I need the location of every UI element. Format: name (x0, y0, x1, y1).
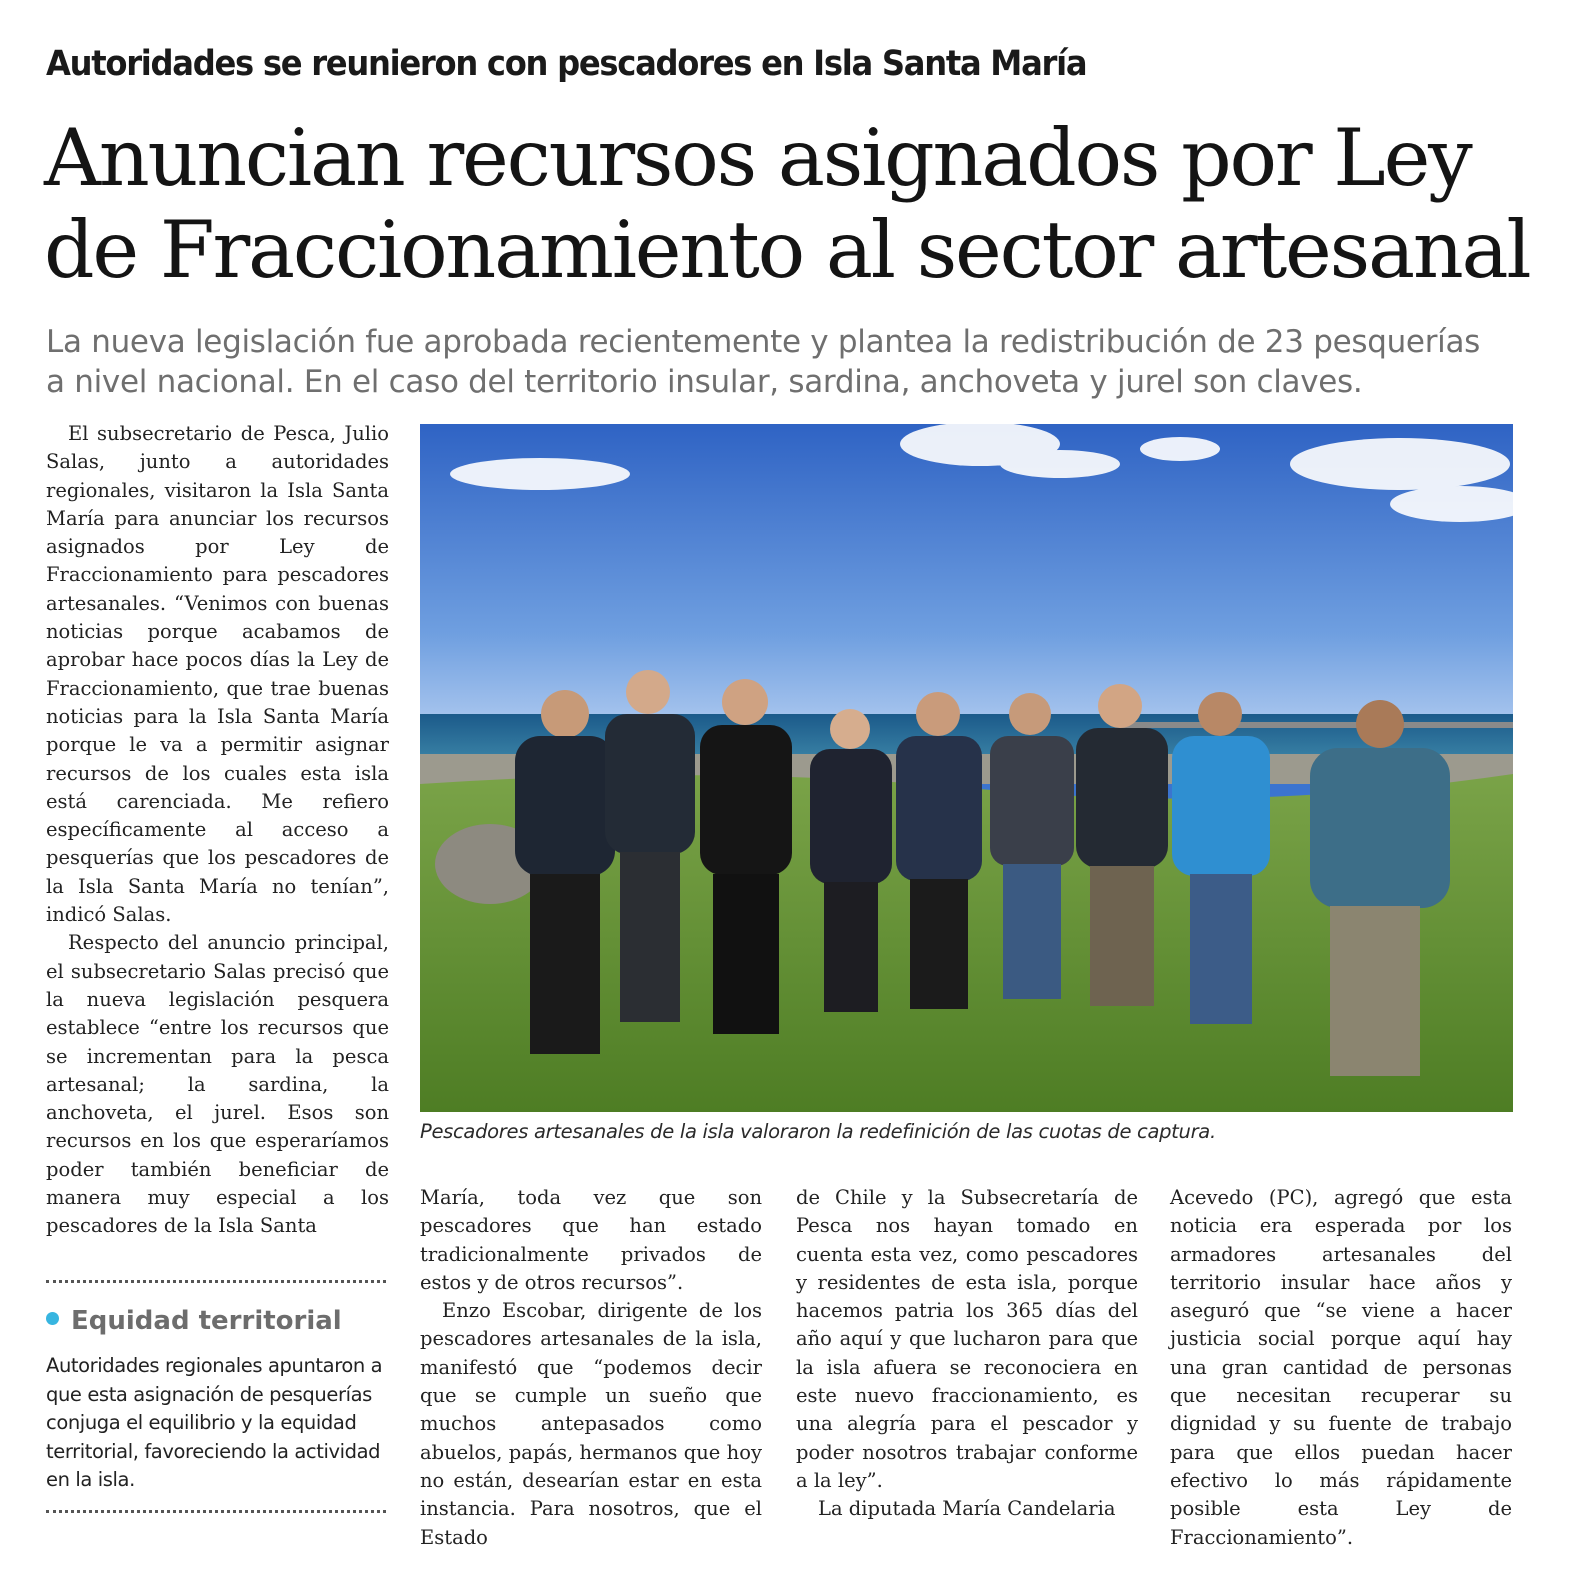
body-column-2 (420, 1184, 762, 1552)
photo-illustration (420, 424, 1513, 1112)
paragraph-4: La diputada María Candelaria (818, 1497, 1116, 1521)
bullet-icon (46, 1312, 59, 1325)
paragraph-4-continued: Acevedo (PC), agregó que esta noticia era esperada por los armadores artesanales del territorio insular hace años y aseguró que “se viene a hacer justicia social porque aquí hay una gran cantidad de personas que necesitan recuperar su dignidad y su fuente de trabajo para que ellos puedan hacer efectivo lo más rápidamente posible esta Ley de Fraccionamiento”. (1170, 1186, 1512, 1549)
paragraph-1: El subsecretario de Pesca, Julio Salas, junto a autoridades regionales, visitaron la Isla Santa María para anunciar los recursos asignados por Ley de Fraccionamiento para pescadores artesanales. “Venimos con buenas noticias porque acabamos de aprobar hace pocos días la Ley de Fraccionamiento, que trae buenas noticias para la Isla Santa María porque le va a permitir asignar recursos de los cuales esta isla está carenciada. Me refiero específicamente al acceso a pesquerías que los pescadores de la Isla Santa María no tenían”, indicó Salas. (46, 422, 389, 927)
body-column-4 (1170, 1184, 1512, 1552)
sidebar-divider-top (46, 1280, 386, 1283)
person (700, 679, 792, 1034)
headline (44, 112, 1534, 296)
headline-line-2: de Fraccionamiento al sector artesanal (44, 204, 1530, 296)
group-photo (420, 424, 1513, 1112)
body-column-3 (796, 1184, 1138, 1524)
sidebar-text: Autoridades regionales apuntaron a que esta asignación de pesquerías conjuga el equilibrio y la equidad territorial, favoreciendo la actividad en la isla. (46, 1354, 383, 1491)
headline-line-1: Anuncian recursos asignados por Ley (44, 112, 1471, 204)
photo-caption: Pescadores artesanales de la isla valoraron la redefinición de las cuotas de captura. (420, 1120, 1216, 1143)
body-column-1 (46, 420, 389, 1241)
sidebar-divider-bottom (46, 1510, 386, 1513)
person (515, 690, 615, 1054)
paragraph-2-continued: María, toda vez que son pescadores que han estado tradicionalmente privados de estos y de otros recursos”. (420, 1186, 762, 1294)
pier (1120, 722, 1513, 728)
deck (46, 322, 1546, 402)
sidebar-title (46, 1306, 342, 1336)
sidebar-title-text: Equidad territorial (71, 1306, 342, 1336)
deck-line-2: a nivel nacional. En el caso del territorio insular, sardina, anchoveta y jurel son claves. (46, 364, 1363, 400)
paragraph-2: Respecto del anuncio principal, el subsecretario Salas precisó que la nueva legislación pesquera establece “entre los recursos que se incrementan para la pesca artesanal; la sardina, la anchoveta, el jurel. Esos son recursos en los que esperaríamos poder también beneficiar de manera muy especial a los pescadores de la Isla Santa (46, 931, 389, 1238)
paragraph-3: Enzo Escobar, dirigente de los pescadores artesanales de la isla, manifestó que “podemos decir que se cumple un sueño que muchos antepasados como abuelos, papás, hermanos que hoy no están, desearían estar en esta instancia. Para nosotros, que el Estado (420, 1299, 762, 1549)
deck-line-1: La nueva legislación fue aprobada recientemente y plantea la redistribución de 23 pesquerías (46, 324, 1481, 360)
kicker: Autoridades se reunieron con pescadores en Isla Santa María (46, 44, 1087, 84)
paragraph-3-continued: de Chile y la Subsecretaría de Pesca nos hayan tomado en cuenta esta vez, como pescadores y residentes de esta isla, porque hacemos patria los 365 días del año aquí y que lucharon para que la isla afuera se reconociera en este nuevo fraccionamiento, es una alegría para el pescador y poder nosotros trabajar conforme a la ley”. (796, 1186, 1138, 1492)
